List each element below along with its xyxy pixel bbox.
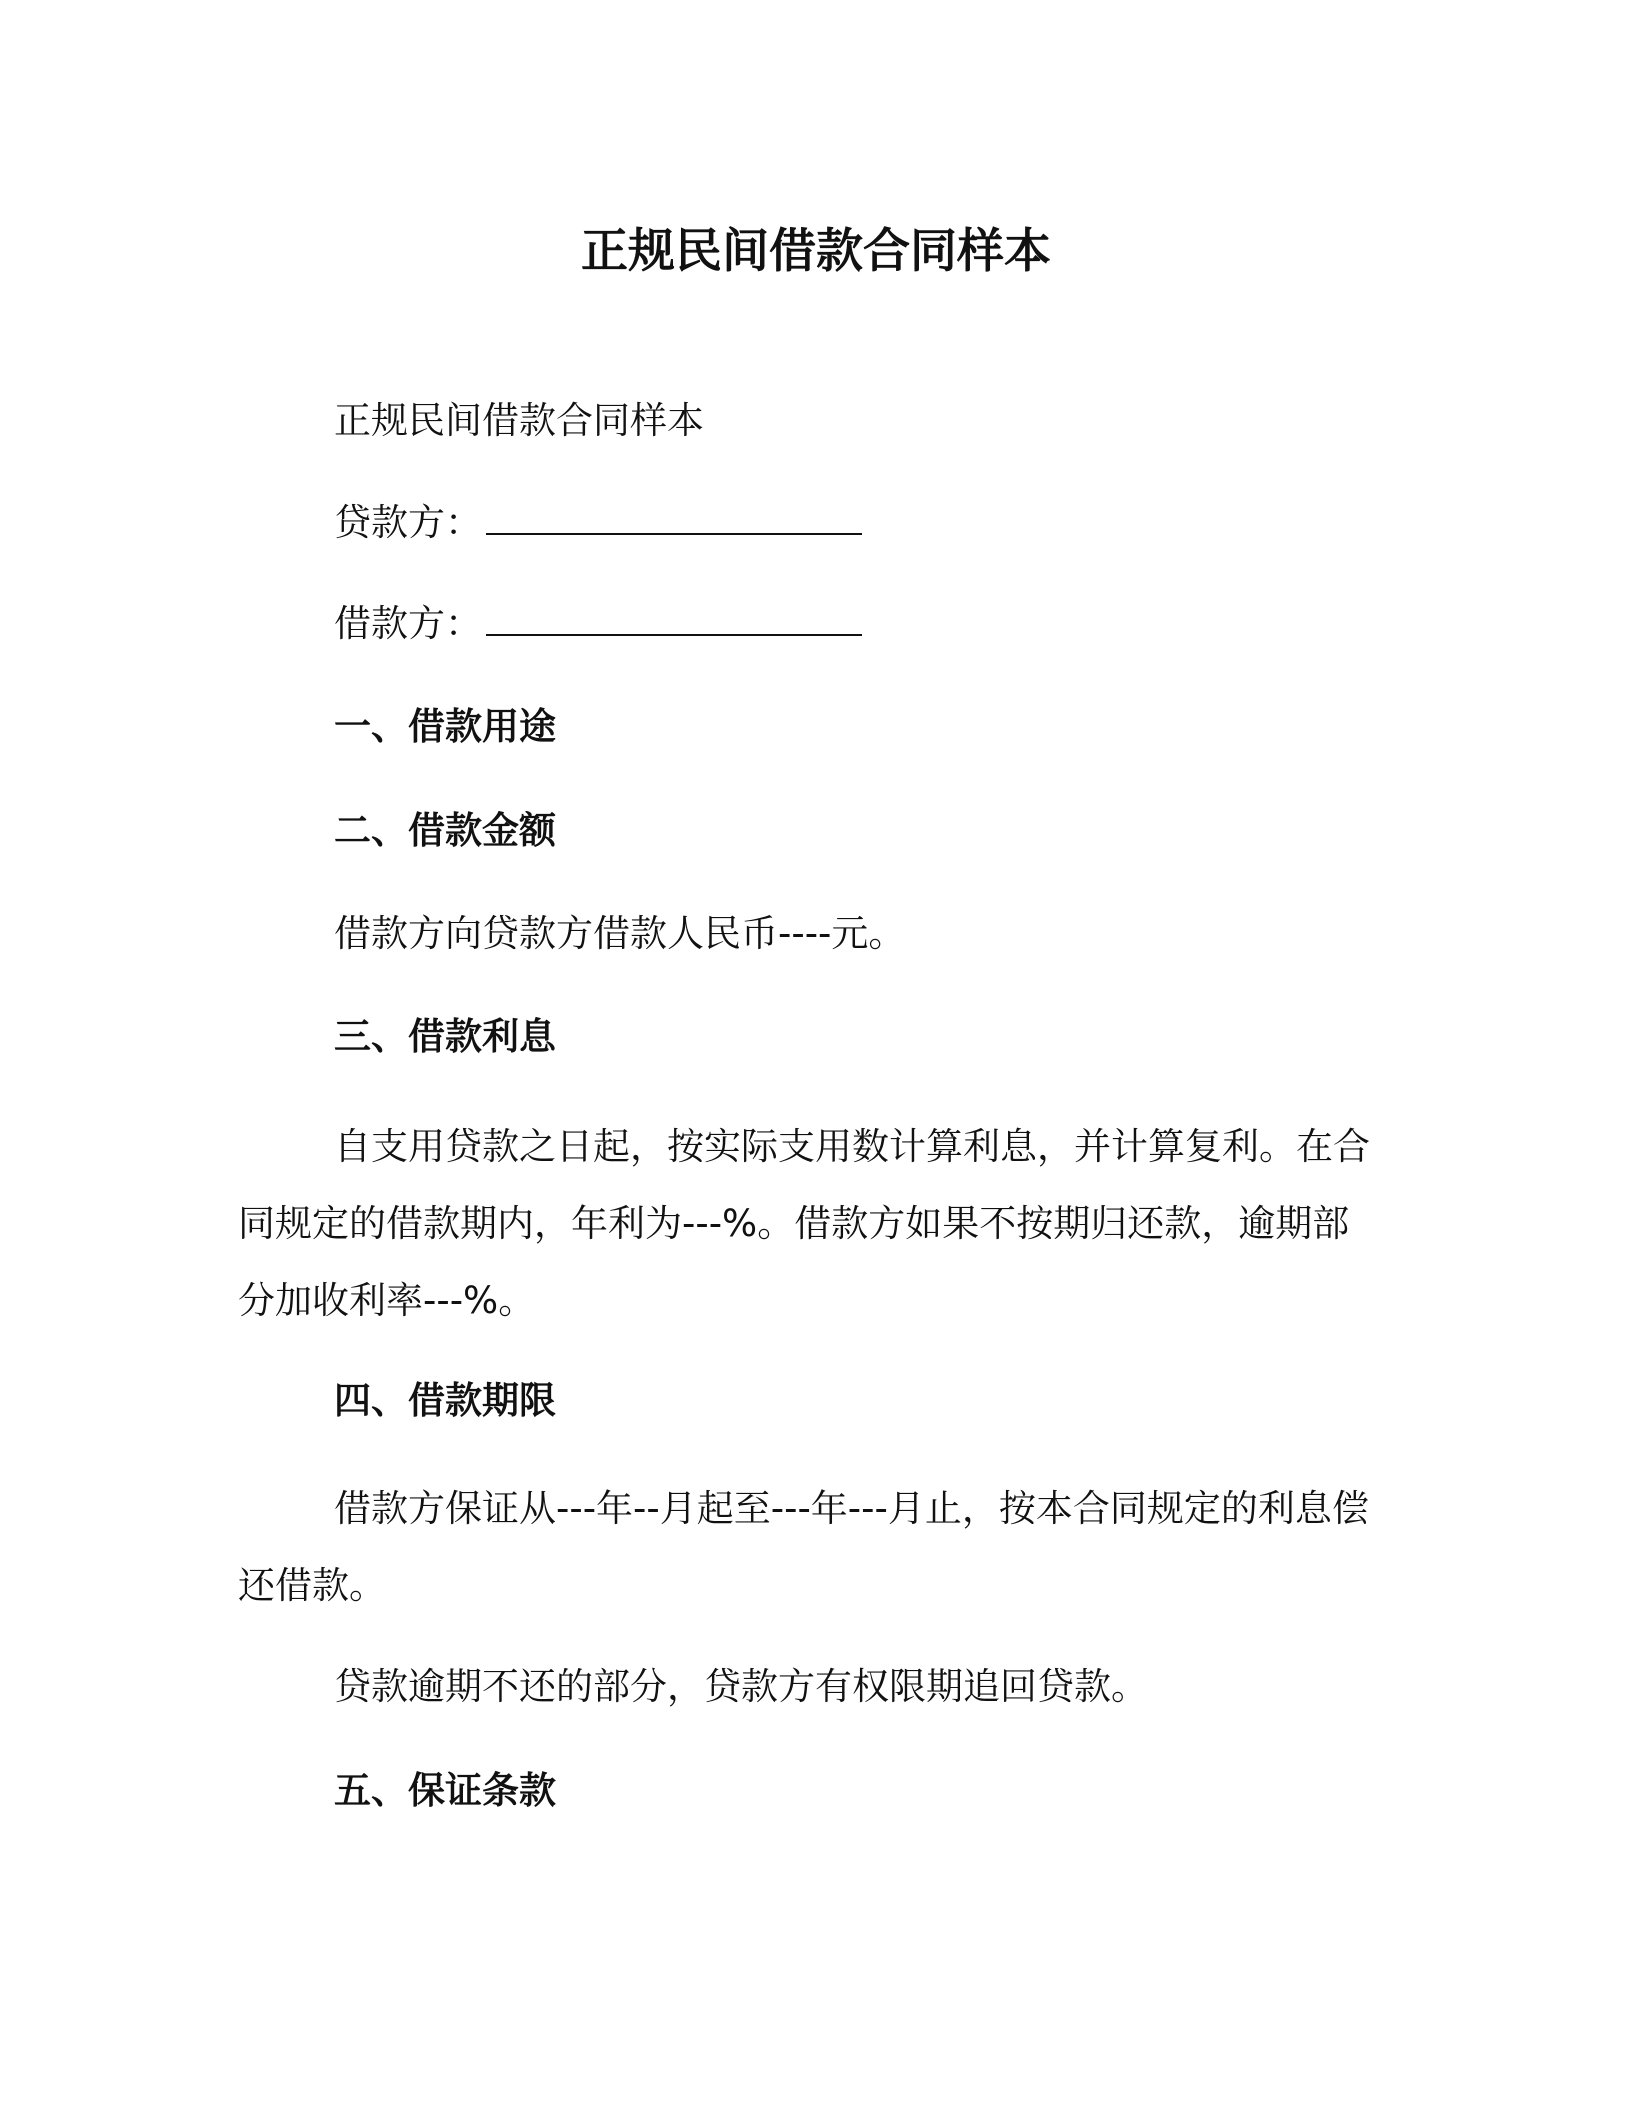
section-4-text-2: 贷款逾期不还的部分，贷款方有权限期追回贷款。 (334, 1665, 1148, 1708)
section-3-line-1: 自支用贷款之日起，按实际支用数计算利息，并计算复利。在合 (334, 1125, 1370, 1168)
section-2-text: 借款方向贷款方借款人民币----元。 (334, 912, 906, 955)
section-3-line-2: 同规定的借款期内，年利为---%。借款方如果不按期归还款，逾期部 (238, 1202, 1350, 1245)
section-3-paragraph (238, 1108, 1378, 1339)
section-5-heading: 五、保证条款 (334, 1769, 556, 1812)
section-2-heading: 二、借款金额 (334, 809, 556, 852)
lender-field (334, 499, 862, 547)
document-title: 正规民间借款合同样本 (581, 224, 1051, 279)
borrower-field (334, 600, 862, 648)
borrower-blank-line (486, 604, 862, 636)
section-1-heading: 一、借款用途 (334, 705, 556, 748)
borrower-label: 借款方： (334, 602, 482, 645)
lender-label: 贷款方： (334, 501, 482, 544)
section-3-heading: 三、借款利息 (334, 1015, 556, 1058)
section-4-heading: 四、借款期限 (334, 1379, 556, 1422)
document-subtitle: 正规民间借款合同样本 (334, 399, 704, 442)
lender-blank-line (486, 503, 862, 535)
section-4-paragraph (238, 1470, 1378, 1624)
section-4-line-1: 借款方保证从---年--月起至---年---月止，按本合同规定的利息偿 (334, 1487, 1369, 1530)
section-4-line-2: 还借款。 (238, 1564, 386, 1607)
section-3-line-3: 分加收利率---%。 (238, 1279, 536, 1322)
